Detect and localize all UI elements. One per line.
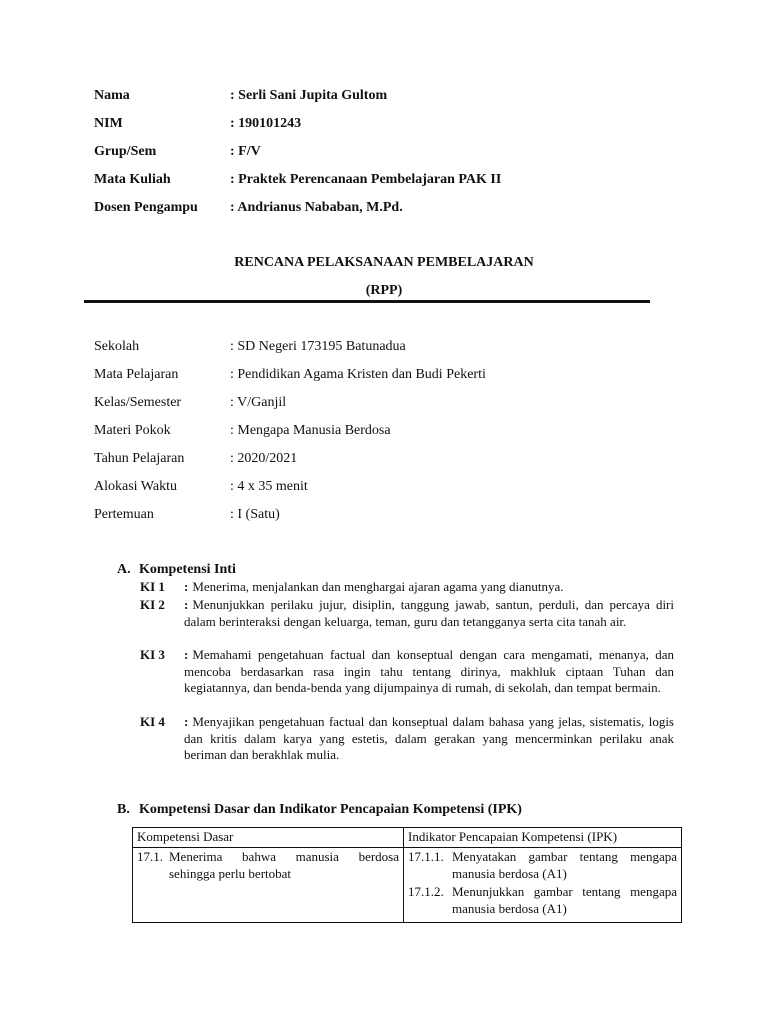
table-header-row [133, 828, 682, 848]
document-subtitle: (RPP) [365, 283, 403, 298]
section-title: Kompetensi Inti [139, 562, 236, 577]
ki-text: Menyajikan pengetahuan factual dan konseptual dalam bahasa yang jelas, sistematis, logis dan kritis dalam karya yang estetis, dalam gerakan yang mencerminkan perilaku anak beriman dan berakhlak mulia. [184, 714, 674, 762]
info-value: : 4 x 35 menit [230, 479, 308, 494]
info-value: : I (Satu) [230, 507, 280, 522]
ki-text: Menunjukkan perilaku jujur, disiplin, tanggung jawab, santun, perduli, dan percaya diri dalam berinteraksi dengan keluarga, teman, guru dan tetangganya serta cita tanah air. [184, 597, 674, 629]
section-b-heading [117, 802, 522, 818]
ki-item: KI 4 : Menyajikan pengetahuan factual dan konseptual dalam bahasa yang jelas, sistematis, logis dan kritis dalam karya yang estetis, dalam gerakan yang mencerminkan perilaku anak beriman dan berakhlak mulia. [140, 714, 674, 762]
section-letter: A. [117, 562, 131, 577]
identity-value: : Serli Sani Jupita Gultom [230, 88, 388, 103]
ki-item: KI 3 : Memahami pengetahuan factual dan konseptual dengan cara mengamati, menanya, dan mencoba berdasarkan rasa ingin tahu tentang dirinya, makhluk ciptaan Tuhan dan kegiatannya, dan benda-benda yang dijumpainya di rumah, di sekolah, dan tempat bermain. [140, 647, 674, 695]
ipk-cell [404, 848, 682, 923]
table-header-cell: Kompetensi Dasar [133, 828, 404, 848]
ipk-text: Menyatakan gambar tentang mengapa manusia berdosa (A1) [452, 849, 677, 881]
kd-cell [133, 848, 404, 923]
info-value: : SD Negeri 173195 Batunadua [230, 339, 406, 354]
ipk-item [408, 884, 677, 917]
identity-value: : 190101243 [230, 116, 302, 131]
info-value: : Pendidikan Agama Kristen dan Budi Pekerti [230, 367, 486, 382]
ki-code: KI 1 [140, 579, 165, 594]
section-title: Kompetensi Dasar dan Indikator Pencapaian Kompetensi (IPK) [139, 802, 522, 817]
ki-text: Menerima, menjalankan dan menghargai ajaran agama yang dianutnya. [192, 579, 564, 594]
ipk-number: 17.1.2. [408, 884, 444, 899]
ipk-text: Menunjukkan gambar tentang mengapa manusia berdosa (A1) [452, 884, 677, 916]
identity-value: : F/V [230, 144, 261, 159]
info-label: Mata Pelajaran [94, 367, 179, 382]
ki-code: KI 2 [140, 597, 165, 612]
ki-item: KI 1 : Menerima, menjalankan dan menghargai ajaran agama yang dianutnya. [140, 579, 564, 594]
document-title: RENCANA PELAKSANAAN PEMBELAJARAN [234, 255, 534, 270]
info-label: Pertemuan [94, 507, 154, 522]
identity-value: : Praktek Perencanaan Pembelajaran PAK II [230, 172, 502, 187]
identity-label: Grup/Sem [94, 144, 157, 159]
ki-item: KI 2 : Menunjukkan perilaku jujur, disiplin, tanggung jawab, santun, perduli, dan percaya diri dalam berinteraksi dengan keluarga, teman, guru dan tetangganya serta cita tanah air. [140, 597, 674, 629]
title-divider [84, 300, 650, 303]
info-label: Materi Pokok [94, 423, 171, 438]
kd-text: Menerima bahwa manusia berdosa sehingga perlu bertobat [169, 849, 399, 881]
ipk-number: 17.1.1. [408, 849, 444, 864]
info-label: Sekolah [94, 339, 140, 354]
identity-label: Dosen Pengampu [94, 200, 198, 215]
info-label: Kelas/Semester [94, 395, 182, 410]
info-value: : Mengapa Manusia Berdosa [230, 423, 391, 438]
ipk-item [408, 849, 677, 882]
info-value: : V/Ganjil [230, 395, 287, 410]
identity-label: Mata Kuliah [94, 172, 171, 187]
section-a-heading [117, 562, 236, 578]
section-letter: B. [117, 802, 130, 817]
table-header-cell: Indikator Pencapaian Kompetensi (IPK) [404, 828, 682, 848]
info-label: Tahun Pelajaran [94, 451, 185, 466]
ki-code: KI 3 [140, 647, 165, 662]
identity-label: NIM [94, 116, 123, 131]
info-value: : 2020/2021 [230, 451, 298, 466]
kd-ipk-table [132, 827, 682, 923]
info-label: Alokasi Waktu [94, 479, 177, 494]
identity-value: : Andrianus Nababan, M.Pd. [230, 200, 403, 215]
table-row [133, 848, 682, 923]
identity-label: Nama [94, 88, 130, 103]
kd-number: 17.1. [137, 849, 163, 864]
ki-code: KI 4 [140, 714, 165, 729]
ki-text: Memahami pengetahuan factual dan konseptual dengan cara mengamati, menanya, dan mencoba berdasarkan rasa ingin tahu tentang dirinya, makhluk ciptaan Tuhan dan kegiatannya, dan benda-benda yang dijumpainya di rumah, di sekolah, dan tempat bermain. [184, 647, 674, 695]
